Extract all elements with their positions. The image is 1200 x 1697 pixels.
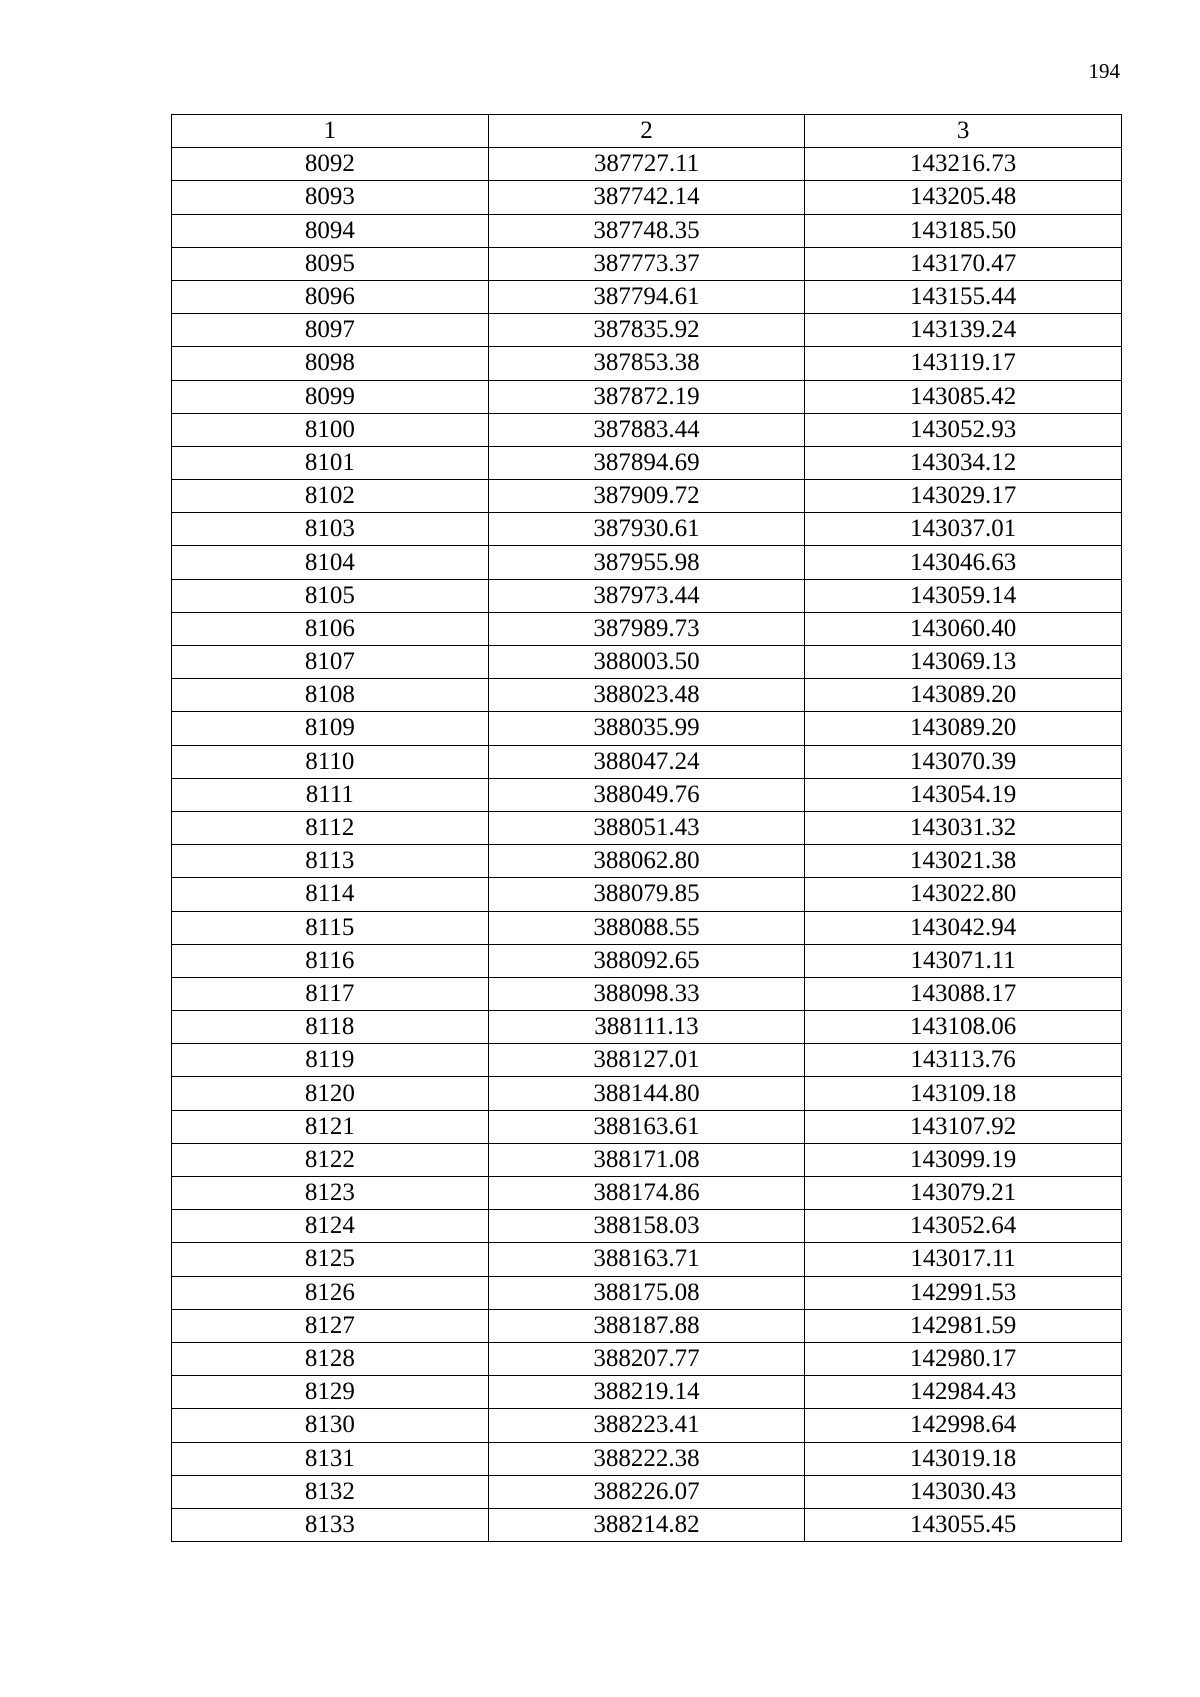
x-coordinate-cell: 388163.61: [488, 1110, 805, 1143]
table-row: [172, 280, 1122, 313]
table-row: [172, 1011, 1122, 1044]
x-coordinate-cell: 388219.14: [488, 1376, 805, 1409]
table-row: [172, 878, 1122, 911]
y-coordinate-cell: 143109.18: [805, 1077, 1122, 1110]
point-number-cell: 8112: [172, 811, 489, 844]
y-coordinate-cell: 142984.43: [805, 1376, 1122, 1409]
table-header-row: [172, 115, 1122, 148]
x-coordinate-cell: 388049.76: [488, 778, 805, 811]
table-row: [172, 214, 1122, 247]
table-row: [172, 1276, 1122, 1309]
table-row: [172, 546, 1122, 579]
point-number-cell: 8104: [172, 546, 489, 579]
table-row: [172, 944, 1122, 977]
point-number-cell: 8101: [172, 446, 489, 479]
column-header-3: 3: [805, 115, 1122, 148]
table-row: [172, 1243, 1122, 1276]
y-coordinate-cell: 143029.17: [805, 480, 1122, 513]
table-row: [172, 480, 1122, 513]
point-number-cell: 8103: [172, 513, 489, 546]
point-number-cell: 8132: [172, 1475, 489, 1508]
x-coordinate-cell: 388092.65: [488, 944, 805, 977]
x-coordinate-cell: 387883.44: [488, 413, 805, 446]
x-coordinate-cell: 388062.80: [488, 845, 805, 878]
x-coordinate-cell: 387794.61: [488, 280, 805, 313]
point-number-cell: 8116: [172, 944, 489, 977]
y-coordinate-cell: 142998.64: [805, 1409, 1122, 1442]
point-number-cell: 8130: [172, 1409, 489, 1442]
table-row: [172, 1044, 1122, 1077]
table-body: [172, 148, 1122, 1542]
y-coordinate-cell: 143060.40: [805, 612, 1122, 645]
y-coordinate-cell: 143216.73: [805, 148, 1122, 181]
x-coordinate-cell: 388214.82: [488, 1508, 805, 1541]
x-coordinate-cell: 388226.07: [488, 1475, 805, 1508]
y-coordinate-cell: 142981.59: [805, 1309, 1122, 1342]
point-number-cell: 8096: [172, 280, 489, 313]
table-row: [172, 446, 1122, 479]
y-coordinate-cell: 143019.18: [805, 1442, 1122, 1475]
x-coordinate-cell: 388174.86: [488, 1177, 805, 1210]
point-number-cell: 8133: [172, 1508, 489, 1541]
x-coordinate-cell: 387773.37: [488, 247, 805, 280]
point-number-cell: 8124: [172, 1210, 489, 1243]
table-row: [172, 1309, 1122, 1342]
x-coordinate-cell: 387727.11: [488, 148, 805, 181]
table-row: [172, 1376, 1122, 1409]
y-coordinate-cell: 143054.19: [805, 778, 1122, 811]
y-coordinate-cell: 143042.94: [805, 911, 1122, 944]
point-number-cell: 8109: [172, 712, 489, 745]
x-coordinate-cell: 387955.98: [488, 546, 805, 579]
x-coordinate-cell: 388127.01: [488, 1044, 805, 1077]
y-coordinate-cell: 143021.38: [805, 845, 1122, 878]
point-number-cell: 8092: [172, 148, 489, 181]
y-coordinate-cell: 143205.48: [805, 181, 1122, 214]
x-coordinate-cell: 388187.88: [488, 1309, 805, 1342]
y-coordinate-cell: 143055.45: [805, 1508, 1122, 1541]
point-number-cell: 8094: [172, 214, 489, 247]
x-coordinate-cell: 388079.85: [488, 878, 805, 911]
y-coordinate-cell: 143034.12: [805, 446, 1122, 479]
y-coordinate-cell: 143107.92: [805, 1110, 1122, 1143]
y-coordinate-cell: 143170.47: [805, 247, 1122, 280]
x-coordinate-cell: 388035.99: [488, 712, 805, 745]
table-row: [172, 1177, 1122, 1210]
page-number: 194: [1088, 59, 1120, 83]
x-coordinate-cell: 387930.61: [488, 513, 805, 546]
x-coordinate-cell: 387835.92: [488, 314, 805, 347]
x-coordinate-cell: 388222.38: [488, 1442, 805, 1475]
table-row: [172, 845, 1122, 878]
y-coordinate-cell: 143052.93: [805, 413, 1122, 446]
point-number-cell: 8125: [172, 1243, 489, 1276]
point-number-cell: 8105: [172, 579, 489, 612]
x-coordinate-cell: 388207.77: [488, 1342, 805, 1375]
y-coordinate-cell: 143139.24: [805, 314, 1122, 347]
y-coordinate-cell: 142991.53: [805, 1276, 1122, 1309]
table-row: [172, 977, 1122, 1010]
table-row: [172, 413, 1122, 446]
point-number-cell: 8099: [172, 380, 489, 413]
x-coordinate-cell: 388088.55: [488, 911, 805, 944]
point-number-cell: 8129: [172, 1376, 489, 1409]
x-coordinate-cell: 387742.14: [488, 181, 805, 214]
table-row: [172, 679, 1122, 712]
point-number-cell: 8100: [172, 413, 489, 446]
x-coordinate-cell: 388223.41: [488, 1409, 805, 1442]
column-header-2: 2: [488, 115, 805, 148]
y-coordinate-cell: 143185.50: [805, 214, 1122, 247]
point-number-cell: 8093: [172, 181, 489, 214]
y-coordinate-cell: 143155.44: [805, 280, 1122, 313]
table-row: [172, 181, 1122, 214]
y-coordinate-cell: 143030.43: [805, 1475, 1122, 1508]
table-row: [172, 1475, 1122, 1508]
point-number-cell: 8108: [172, 679, 489, 712]
table-row: [172, 1342, 1122, 1375]
x-coordinate-cell: 387853.38: [488, 347, 805, 380]
table-row: [172, 1210, 1122, 1243]
x-coordinate-cell: 388111.13: [488, 1011, 805, 1044]
table-row: [172, 513, 1122, 546]
table-row: [172, 1077, 1122, 1110]
x-coordinate-cell: 388158.03: [488, 1210, 805, 1243]
table-row: [172, 380, 1122, 413]
point-number-cell: 8118: [172, 1011, 489, 1044]
point-number-cell: 8115: [172, 911, 489, 944]
x-coordinate-cell: 387909.72: [488, 480, 805, 513]
table-row: [172, 1110, 1122, 1143]
y-coordinate-cell: 143119.17: [805, 347, 1122, 380]
x-coordinate-cell: 388144.80: [488, 1077, 805, 1110]
y-coordinate-cell: 143069.13: [805, 646, 1122, 679]
y-coordinate-cell: 143085.42: [805, 380, 1122, 413]
y-coordinate-cell: 143059.14: [805, 579, 1122, 612]
point-number-cell: 8119: [172, 1044, 489, 1077]
x-coordinate-cell: 387748.35: [488, 214, 805, 247]
table-row: [172, 646, 1122, 679]
point-number-cell: 8126: [172, 1276, 489, 1309]
y-coordinate-cell: 143022.80: [805, 878, 1122, 911]
table-row: [172, 612, 1122, 645]
y-coordinate-cell: 143108.06: [805, 1011, 1122, 1044]
table-row: [172, 1409, 1122, 1442]
point-number-cell: 8106: [172, 612, 489, 645]
point-number-cell: 8098: [172, 347, 489, 380]
x-coordinate-cell: 387894.69: [488, 446, 805, 479]
y-coordinate-cell: 143089.20: [805, 679, 1122, 712]
point-number-cell: 8097: [172, 314, 489, 347]
table-row: [172, 1442, 1122, 1475]
table-row: [172, 148, 1122, 181]
point-number-cell: 8110: [172, 745, 489, 778]
table-row: [172, 911, 1122, 944]
point-number-cell: 8128: [172, 1342, 489, 1375]
y-coordinate-cell: 143052.64: [805, 1210, 1122, 1243]
table-row: [172, 347, 1122, 380]
point-number-cell: 8131: [172, 1442, 489, 1475]
y-coordinate-cell: 143089.20: [805, 712, 1122, 745]
x-coordinate-cell: 388163.71: [488, 1243, 805, 1276]
y-coordinate-cell: 143079.21: [805, 1177, 1122, 1210]
coordinates-table: [171, 114, 1122, 1542]
point-number-cell: 8114: [172, 878, 489, 911]
point-number-cell: 8127: [172, 1309, 489, 1342]
point-number-cell: 8117: [172, 977, 489, 1010]
y-coordinate-cell: 143099.19: [805, 1143, 1122, 1176]
point-number-cell: 8123: [172, 1177, 489, 1210]
point-number-cell: 8107: [172, 646, 489, 679]
y-coordinate-cell: 143088.17: [805, 977, 1122, 1010]
y-coordinate-cell: 143070.39: [805, 745, 1122, 778]
point-number-cell: 8111: [172, 778, 489, 811]
x-coordinate-cell: 388047.24: [488, 745, 805, 778]
x-coordinate-cell: 388171.08: [488, 1143, 805, 1176]
x-coordinate-cell: 388003.50: [488, 646, 805, 679]
y-coordinate-cell: 143037.01: [805, 513, 1122, 546]
point-number-cell: 8102: [172, 480, 489, 513]
table-row: [172, 247, 1122, 280]
table-row: [172, 314, 1122, 347]
table-row: [172, 745, 1122, 778]
y-coordinate-cell: 143071.11: [805, 944, 1122, 977]
point-number-cell: 8095: [172, 247, 489, 280]
y-coordinate-cell: 143031.32: [805, 811, 1122, 844]
x-coordinate-cell: 388098.33: [488, 977, 805, 1010]
x-coordinate-cell: 388175.08: [488, 1276, 805, 1309]
column-header-1: 1: [172, 115, 489, 148]
point-number-cell: 8120: [172, 1077, 489, 1110]
table-row: [172, 1508, 1122, 1541]
table-row: [172, 712, 1122, 745]
x-coordinate-cell: 388023.48: [488, 679, 805, 712]
table-row: [172, 778, 1122, 811]
table-row: [172, 811, 1122, 844]
y-coordinate-cell: 143017.11: [805, 1243, 1122, 1276]
x-coordinate-cell: 388051.43: [488, 811, 805, 844]
y-coordinate-cell: 143046.63: [805, 546, 1122, 579]
x-coordinate-cell: 387973.44: [488, 579, 805, 612]
y-coordinate-cell: 143113.76: [805, 1044, 1122, 1077]
x-coordinate-cell: 387872.19: [488, 380, 805, 413]
y-coordinate-cell: 142980.17: [805, 1342, 1122, 1375]
x-coordinate-cell: 387989.73: [488, 612, 805, 645]
table-row: [172, 1143, 1122, 1176]
point-number-cell: 8121: [172, 1110, 489, 1143]
point-number-cell: 8122: [172, 1143, 489, 1176]
table-row: [172, 579, 1122, 612]
point-number-cell: 8113: [172, 845, 489, 878]
